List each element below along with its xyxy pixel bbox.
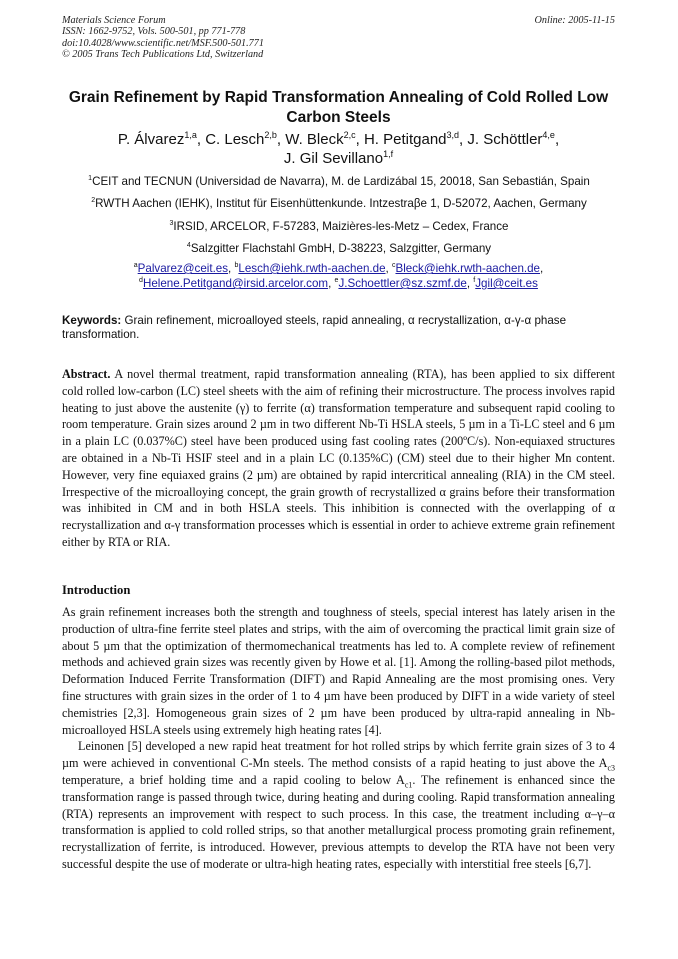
affiliation: $^1$CEIT and TECNUN (Universidad de Navarra), M. de Lardizábal 15, 20018, San Sebastián, Spain <box>88 175 590 188</box>
email-entry: $^a$Palvarez@ceit.es, <box>133 262 235 275</box>
paper-title: Grain Refinement by Rapid Transformation Annealing of Cold Rolled Low Carbon Steels <box>68 89 609 126</box>
email-entry: $^e$J.Schoettler@sz.szmf.de, <box>334 277 474 290</box>
email-link[interactable]: Lesch@iehk.rwth-aachen.de <box>238 262 386 275</box>
section-heading-introduction: Introduction <box>62 583 131 597</box>
keywords-label: Keywords: <box>62 314 122 327</box>
online-date: Online: 2005-11-15 <box>534 15 615 26</box>
email-link[interactable]: Jgil@ceit.es <box>475 277 538 290</box>
abstract-label: Abstract. <box>62 367 111 381</box>
author: J. Gil Sevillano$^{1,f}$ <box>283 149 394 167</box>
author: C. Lesch$^{2,b}$, <box>205 130 286 148</box>
doi-line: doi:10.4028/www.scientific.net/MSF.500-501.771 <box>62 37 264 49</box>
abstract-text: A novel thermal treatment, rapid transformation annealing (RTA), has been applied to six different cold rolled low-carbon (LC) steel sheets with the aim of refining their microstructure. The process involves rapid heating to just above the austenite (γ) to ferrite (α) transformation temperature and subsequent rapid cooling to room temperature. Grain sizes around 2 µm in two different Nb-Ti HSLA steels, 5 µm in a Ti-LC steel and 6 µm in a plain LC (0.037%C) steel have been produced using fast cooling rates (200ºC/s). Non-equiaxed structures are obtained in a Nb-Ti HSIF steel and in a plain LC (0.135%C) (CM) steel due to their higher Mn content. However, very fine equiaxed grains (2 µm) are obtained by rapid intercritical annealing (RIA) in the CM steel. Irrespective of the microalloying concept, the grain growth of recrystallized α grains before their transformation was inhibited in CM and in both HSLA steels. This inhibition is connected with the overlapping of α recrystallization and α-γ transformation processes which is essential in order to achieve extreme grain refinement either by RTA or RIA. <box>62 367 615 549</box>
email-link[interactable]: J.Schoettler@sz.szmf.de <box>338 277 467 290</box>
journal-name: Materials Science Forum <box>62 15 166 26</box>
email-link[interactable]: Palvarez@ceit.es <box>137 262 229 275</box>
author: W. Bleck$^{2,c}$, <box>285 130 364 148</box>
introduction-body <box>62 604 615 873</box>
issn-line: ISSN: 1662-9752, Vols. 500-501, pp 771-778 <box>62 26 246 38</box>
author: H. Petitgand$^{3,d}$, <box>363 130 468 148</box>
affiliation: $^4$Salzgitter Flachstahl GmbH, D-38223, Salzgitter, Germany <box>186 241 492 255</box>
email-entry: $^b$Lesch@iehk.rwth-aachen.de, <box>234 262 392 275</box>
author-list <box>62 130 615 168</box>
author: P. Álvarez$^{1,a}$, <box>117 130 206 148</box>
copyright-line: © 2005 Trans Tech Publications Ltd, Switzerland <box>62 49 264 61</box>
keywords-text: Grain refinement, microalloyed steels, rapid annealing, α recrystallization, α-γ-α phase transformation. <box>62 314 567 341</box>
email-link[interactable]: Bleck@iehk.rwth-aachen.de <box>395 262 541 275</box>
affiliation-list <box>50 175 628 264</box>
email-list <box>62 261 615 291</box>
author: J. Schöttler$^{4,e}$, <box>467 130 560 148</box>
abstract <box>62 366 615 551</box>
keywords <box>62 314 615 342</box>
affiliation: $^2$RWTH Aachen (IEHK), Institut für Eisenhüttenkunde. Intzestraβe 1, D-52072, Aachen, Germany <box>91 197 587 211</box>
paragraph: As grain refinement increases both the strength and toughness of steels, special interest has lately arisen in the production of ultra-fine ferrite steel plates and strips, with the aim of overcoming the practical limit grain size of about 5 µm that the optimization of thermomechanical treatments has led to. A complete review of refinement methods and achieved grain sizes was recently given by Howe et al. [1]. Among the rolling-based pilot methods, Deformation Induced Ferrite Transformation (DIFT) and Rapid Annealing are the most promising ones. Very fine structures with grain sizes in the order of 1 to 4 µm have been produced by DIFT in a wide variety of steel chemistries [2,3]. Homogeneous grain sizes of 2 µm have been produced by ultra-rapid annealing in Nb-microalloyed HSLA steels using extremely high heating rates [4]. <box>62 605 615 737</box>
email-entry: $^f$Jgil@ceit.es <box>473 277 538 290</box>
journal-header <box>62 15 615 61</box>
email-link[interactable]: Helene.Petitgand@irsid.arcelor.com <box>142 277 329 290</box>
email-entry: $^c$Bleck@iehk.rwth-aachen.de, <box>391 262 544 275</box>
affiliation: $^3$IRSID, ARCELOR, F-57283, Maizières-les-Metz – Cedex, France <box>169 219 509 233</box>
email-entry: $^d$Helene.Petitgand@irsid.arcelor.com, <box>139 277 335 290</box>
paragraph: Leinonen [5] developed a new rapid heat treatment for hot rolled strips by which ferrite grain sizes of 3 to 4 µm were achieved in conventional C-Mn steels. The method consists of a rapid heating to just above the $A_{c3}$ temperature, a brief holding time and a rapid cooling to below $A_{c1}$. The refinement is enhanced since the transformation range is passed through twice, during heating and during cooling. Rapid transformation annealing (RTA) represents an improvement with respect to such process. In this case, the treatment including α–γ–α transformation is applied to cold rolled strips, so that another metallurgical process promoting grain refinement, recrystallization of ferrite, is introduced. However, previous attempts to develop the RTA have not been very successful despite the use of moderate or ultra-high heating rates, especially with interstitial free steels [6,7]. <box>62 739 615 871</box>
